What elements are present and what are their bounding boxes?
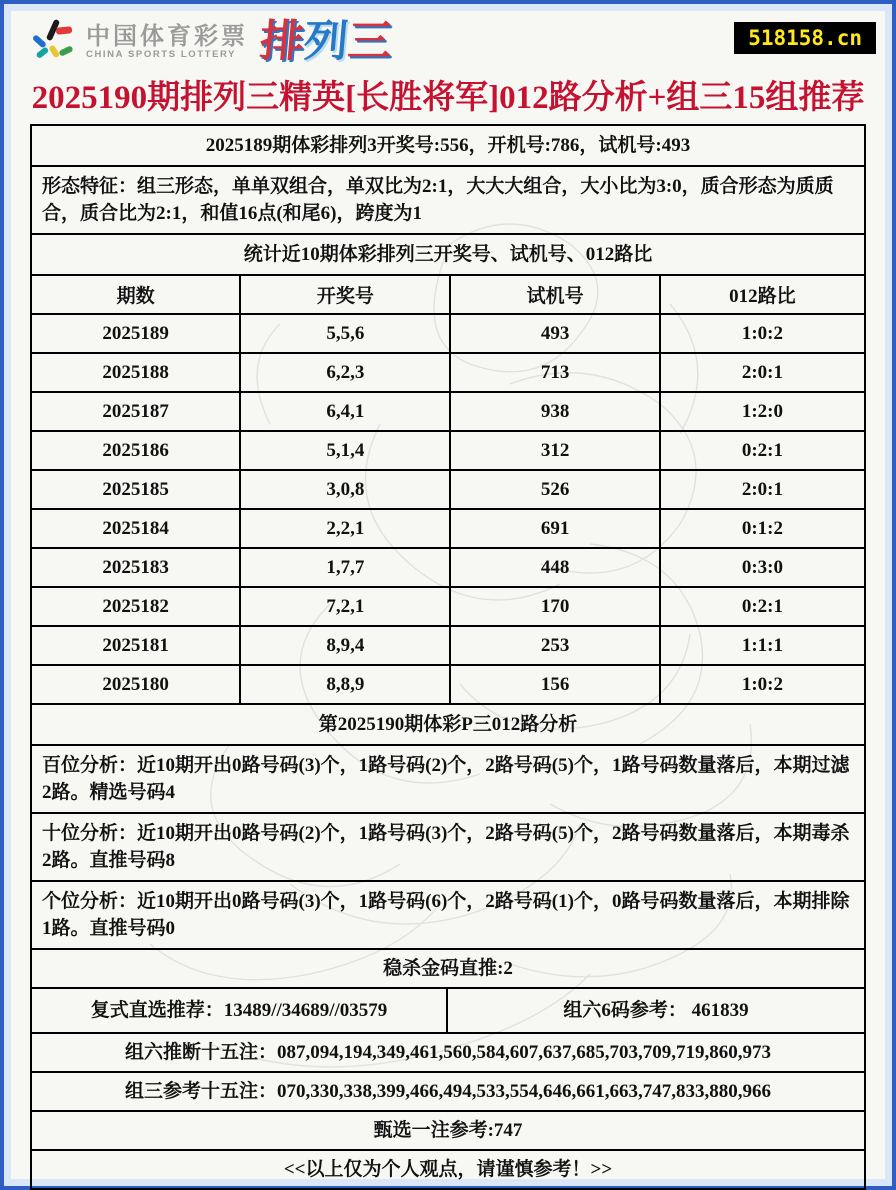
table-row [31,626,865,665]
table-row [31,665,865,704]
cell-ratio: 1:0:2 [660,314,865,353]
hundreds-digit-analysis: 百位分析：近10期开出0路号码(3)个，1路号码(2)个，2路号码(5)个，1路号码数量落后，本期过滤2路。精选号码4 [30,744,866,814]
selected-single-pick: 甄选一注参考:747 [30,1110,866,1151]
stats-table-title: 统计近10期体彩排列三开奖号、试机号、012路比 [30,233,866,276]
cell-period: 2025184 [31,509,240,548]
cell-test: 691 [450,509,659,548]
cell-test: 170 [450,587,659,626]
cell-test: 156 [450,665,659,704]
cell-period: 2025189 [31,314,240,353]
col-header-012-ratio: 012路比 [660,275,865,314]
cell-test: 312 [450,431,659,470]
table-row [31,509,865,548]
disclaimer: <<以上仅为个人观点，请谨慎参考！>> [30,1149,866,1190]
cell-draw: 6,2,3 [240,353,450,392]
group3-fifteen-picks: 组三参考十五注：070,330,338,399,466,494,533,554,646,661,663,747,833,880,966 [30,1071,866,1112]
previous-draw-info: 2025189期体彩排列3开奖号:556，开机号:786，试机号:493 [30,124,866,167]
table-row [31,587,865,626]
duplex-direct-recommendation: 复式直选推荐：13489//34689//03579 [32,989,448,1032]
recommendation-row [30,987,866,1034]
cell-test: 713 [450,353,659,392]
cell-period: 2025186 [31,431,240,470]
cell-ratio: 1:2:0 [660,392,865,431]
cell-ratio: 2:0:1 [660,353,865,392]
cell-ratio: 0:3:0 [660,548,865,587]
cell-draw: 5,1,4 [240,431,450,470]
product-logo-pailiesan [257,17,395,66]
cell-draw: 3,0,8 [240,470,450,509]
cell-period: 2025181 [31,626,240,665]
tens-digit-analysis: 十位分析：近10期开出0路号码(2)个，1路号码(3)个，2路号码(5)个，2路号码数量落后，本期毒杀2路。直推号码8 [30,812,866,882]
cell-period: 2025180 [31,665,240,704]
cell-draw: 1,7,7 [240,548,450,587]
group6-6code-reference: 组六6码参考： 461839 [563,1000,749,1021]
shape-features: 形态特征：组三形态，单单双组合，单双比为2:1，大大大组合，大小比为3:0，质合形态为质质合，质合比为2:1，和值16点(和尾6)，跨度为1 [30,165,866,235]
cell-test: 448 [450,548,659,587]
analysis-sheet [30,124,866,1190]
table-row [31,314,865,353]
brand-name-en: CHINA SPORTS LOTTERY [86,48,237,60]
cell-draw: 7,2,1 [240,587,450,626]
cell-ratio: 1:1:1 [660,626,865,665]
site-url-badge[interactable]: 518158.cn [734,22,876,54]
cell-ratio: 0:2:1 [660,431,865,470]
page-title: 2025190期排列三精英[长胜将军]012路分析+组三15组推荐 [31,80,865,116]
cell-ratio: 0:1:2 [660,509,865,548]
cell-test: 493 [450,314,659,353]
brand-text [86,24,248,59]
units-digit-analysis: 个位分析：近10期开出0路号码(3)个，1路号码(6)个，2路号码(1)个，0路号码数量落后，本期排除1路。直推号码0 [30,880,866,950]
table-row [31,392,865,431]
cell-ratio: 2:0:1 [660,470,865,509]
product-char-3: 三 [345,17,395,66]
table-header-row [31,275,865,314]
cell-period: 2025187 [31,392,240,431]
analysis-section-title: 第2025190期体彩P三012路分析 [30,703,866,746]
product-char-1: 排 [257,17,307,66]
cell-ratio: 0:2:1 [660,587,865,626]
col-header-draw-number: 开奖号 [240,275,450,314]
cell-test: 253 [450,626,659,665]
cell-draw: 2,2,1 [240,509,450,548]
cell-draw: 8,8,9 [240,665,450,704]
cell-ratio: 1:0:2 [660,665,865,704]
cell-test: 526 [450,470,659,509]
table-row [31,548,865,587]
col-header-period: 期数 [31,275,240,314]
cell-period: 2025183 [31,548,240,587]
group6-fifteen-picks: 组六推断十五注：087,094,194,349,461,560,584,607,637,685,703,709,719,860,973 [30,1032,866,1073]
brand-name-cn: 中国体育彩票 [86,23,248,51]
table-row [31,353,865,392]
cell-draw: 5,5,6 [240,314,450,353]
product-char-2: 列 [301,17,351,66]
table-row [31,470,865,509]
stats-table [30,274,866,705]
sports-lottery-icon [30,18,76,66]
header [30,18,866,76]
cell-draw: 8,9,4 [240,626,450,665]
cell-period: 2025182 [31,587,240,626]
cell-period: 2025188 [31,353,240,392]
stable-kill-gold-code: 稳杀金码直推:2 [30,948,866,989]
cell-period: 2025185 [31,470,240,509]
table-row [31,431,865,470]
cell-draw: 6,4,1 [240,392,450,431]
cell-test: 938 [450,392,659,431]
col-header-test-number: 试机号 [450,275,659,314]
